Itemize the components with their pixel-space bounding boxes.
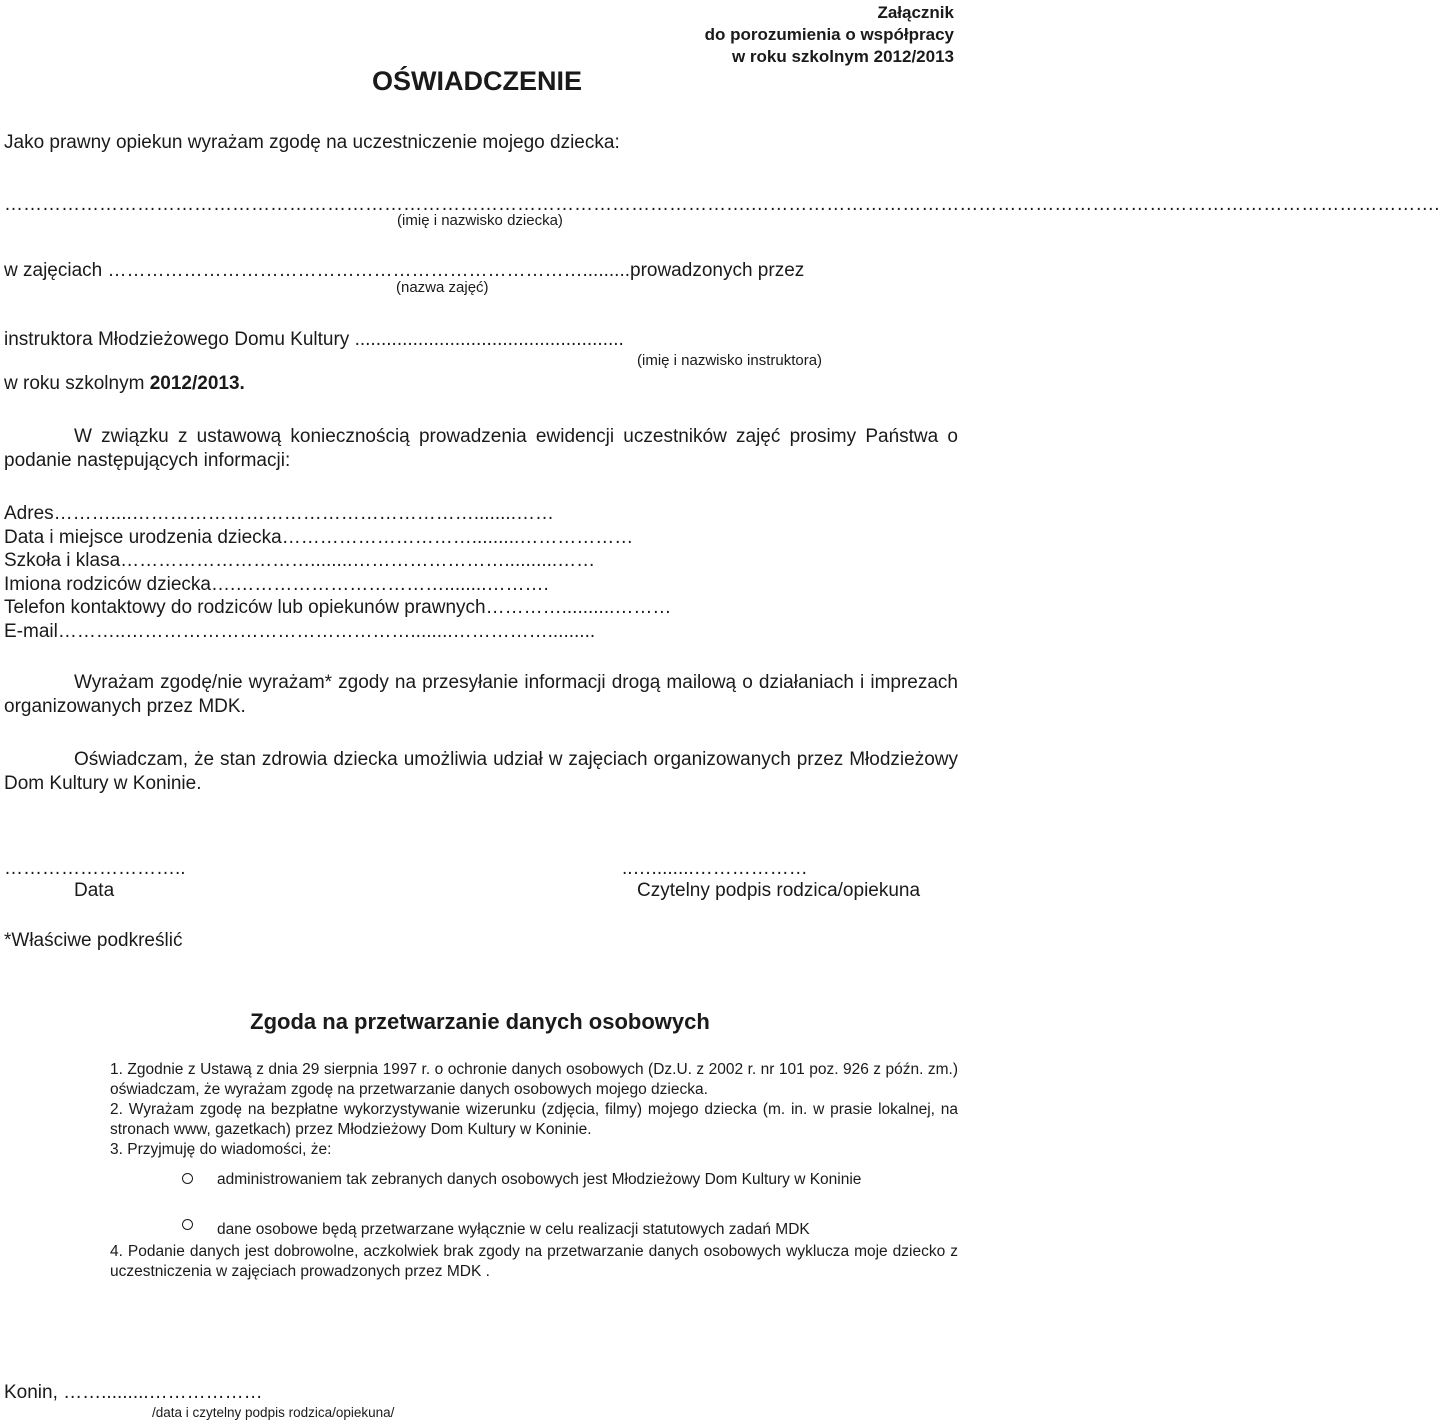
school-year-prefix: w roku szkolnym	[4, 373, 150, 394]
email-consent-paragraph: Wyrażam zgodę/nie wyrażam* zgody na przesyłanie informacji drogą mailową o działaniach i imprezach organizowanych przez MDK.	[4, 672, 958, 717]
final-signature-field[interactable]: …….........………………	[63, 1382, 263, 1403]
footnote: *Właściwe podkreślić	[4, 930, 183, 951]
gdpr-point-1: 1. Zgodnie z Ustawą z dnia 29 sierpnia 1997 r. o ochronie danych osobowych (Dz.U. z 2002 r. nr 101 poz. 926 z późn. zm.) oświadczam, że wyrażam zgodę na przetwarzanie danych osobowych mojego dziecka.	[110, 1061, 958, 1098]
place-name: Konin,	[4, 1382, 58, 1403]
document-title: OŚWIADCZENIE	[371, 66, 582, 96]
classes-caption: (nazwa zajęć)	[396, 279, 489, 296]
child-name-caption: (imię i nazwisko dziecka)	[397, 212, 563, 229]
health-statement-paragraph: Oświadczam, że stan zdrowia dziecka umożliwia udział w zajęciach organizowanych przez Młodzieżowy Dom Kultury w Koninie.	[4, 749, 958, 794]
gdpr-point-4: 4. Podanie danych jest dobrowolne, aczkolwiek brak zgody na przetwarzanie danych osobowych wyklucza moje dziecko z uczestniczenia w zajęciach prowadzonych przez MDK .	[110, 1243, 958, 1280]
final-place-line	[4, 1381, 263, 1405]
annex-title: Załącznik	[877, 3, 954, 22]
school-year-line	[4, 372, 245, 396]
bullet-circle-icon	[182, 1173, 193, 1184]
annex-school-year: w roku szkolnym 2012/2013	[731, 47, 954, 66]
gdpr-point-3: 3. Przyjmuję do wiadomości, że:	[110, 1141, 332, 1158]
signature-label: Czytelny podpis rodzica/opiekuna	[637, 880, 921, 901]
field-parents-names[interactable]: Imiona rodziców dziecka….……………………………........……….	[4, 573, 549, 595]
field-birth-date-place[interactable]: Data i miejsce urodzenia dziecka………………………….........………………	[4, 526, 634, 548]
instructor-caption: (imię i nazwisko instruktora)	[637, 352, 823, 369]
school-year-value: 2012/2013.	[149, 373, 245, 394]
field-email[interactable]: E-mail………..………………………………………........…………….........	[4, 620, 596, 642]
annex-header	[705, 2, 954, 68]
field-address[interactable]: Adres………....………………………………………………........……	[4, 503, 554, 524]
gdpr-bullet-1: administrowaniem tak zebranych danych osobowych jest Młodzieżowy Dom Kultury w Koninie	[217, 1171, 862, 1188]
final-signature-caption: /data i czytelny podpis rodzica/opiekuna/	[152, 1405, 395, 1420]
gdpr-bullet-2: dane osobowe będą przetwarzane wyłącznie w celu realizacji statutowych zadań MDK	[217, 1221, 810, 1238]
gdpr-title: Zgoda na przetwarzanie danych osobowych	[250, 1009, 710, 1034]
date-field[interactable]: ………………………..	[4, 858, 186, 879]
consent-intro: Jako prawny opiekun wyrażam zgodę na uczestniczenie mojego dziecka:	[4, 132, 620, 153]
info-request-paragraph: W związku z ustawową koniecznością prowadzenia ewidencji uczestników zajęć prosimy Państwa o podanie następujących informacji:	[4, 426, 958, 471]
field-contact-phone[interactable]: Telefon kontaktowy do rodziców lub opiekunów prawnych…………..........………	[4, 597, 672, 618]
gdpr-points	[110, 1060, 958, 1160]
classes-line[interactable]: w zajęciach ………………………………………………………………….........prowadzonych przez	[4, 260, 805, 281]
instructor-line[interactable]: instruktora Młodzieżowego Domu Kultury ...................................................	[4, 329, 624, 350]
child-name-field[interactable]: ……………………………………………………………………………………………………….……………………………………………………………………………………………….	[4, 194, 1440, 215]
signature-field[interactable]: ..…........………………	[622, 858, 808, 879]
bullet-circle-icon	[182, 1219, 193, 1230]
date-label: Data	[74, 880, 115, 901]
annex-agreement: do porozumienia o współpracy	[704, 25, 954, 44]
info-fields	[4, 502, 671, 643]
field-school-class[interactable]: Szkoła i klasa…………………………........……………………..........……	[4, 550, 596, 571]
gdpr-point-2: 2. Wyrażam zgodę na bezpłatne wykorzystywanie wizerunku (zdjęcia, filmy) mojego dziecka (m. in. w prasie lokalnej, na stronach www, gazetkach) przez Młodzieżowy Dom Kultury w Koninie.	[110, 1101, 958, 1138]
